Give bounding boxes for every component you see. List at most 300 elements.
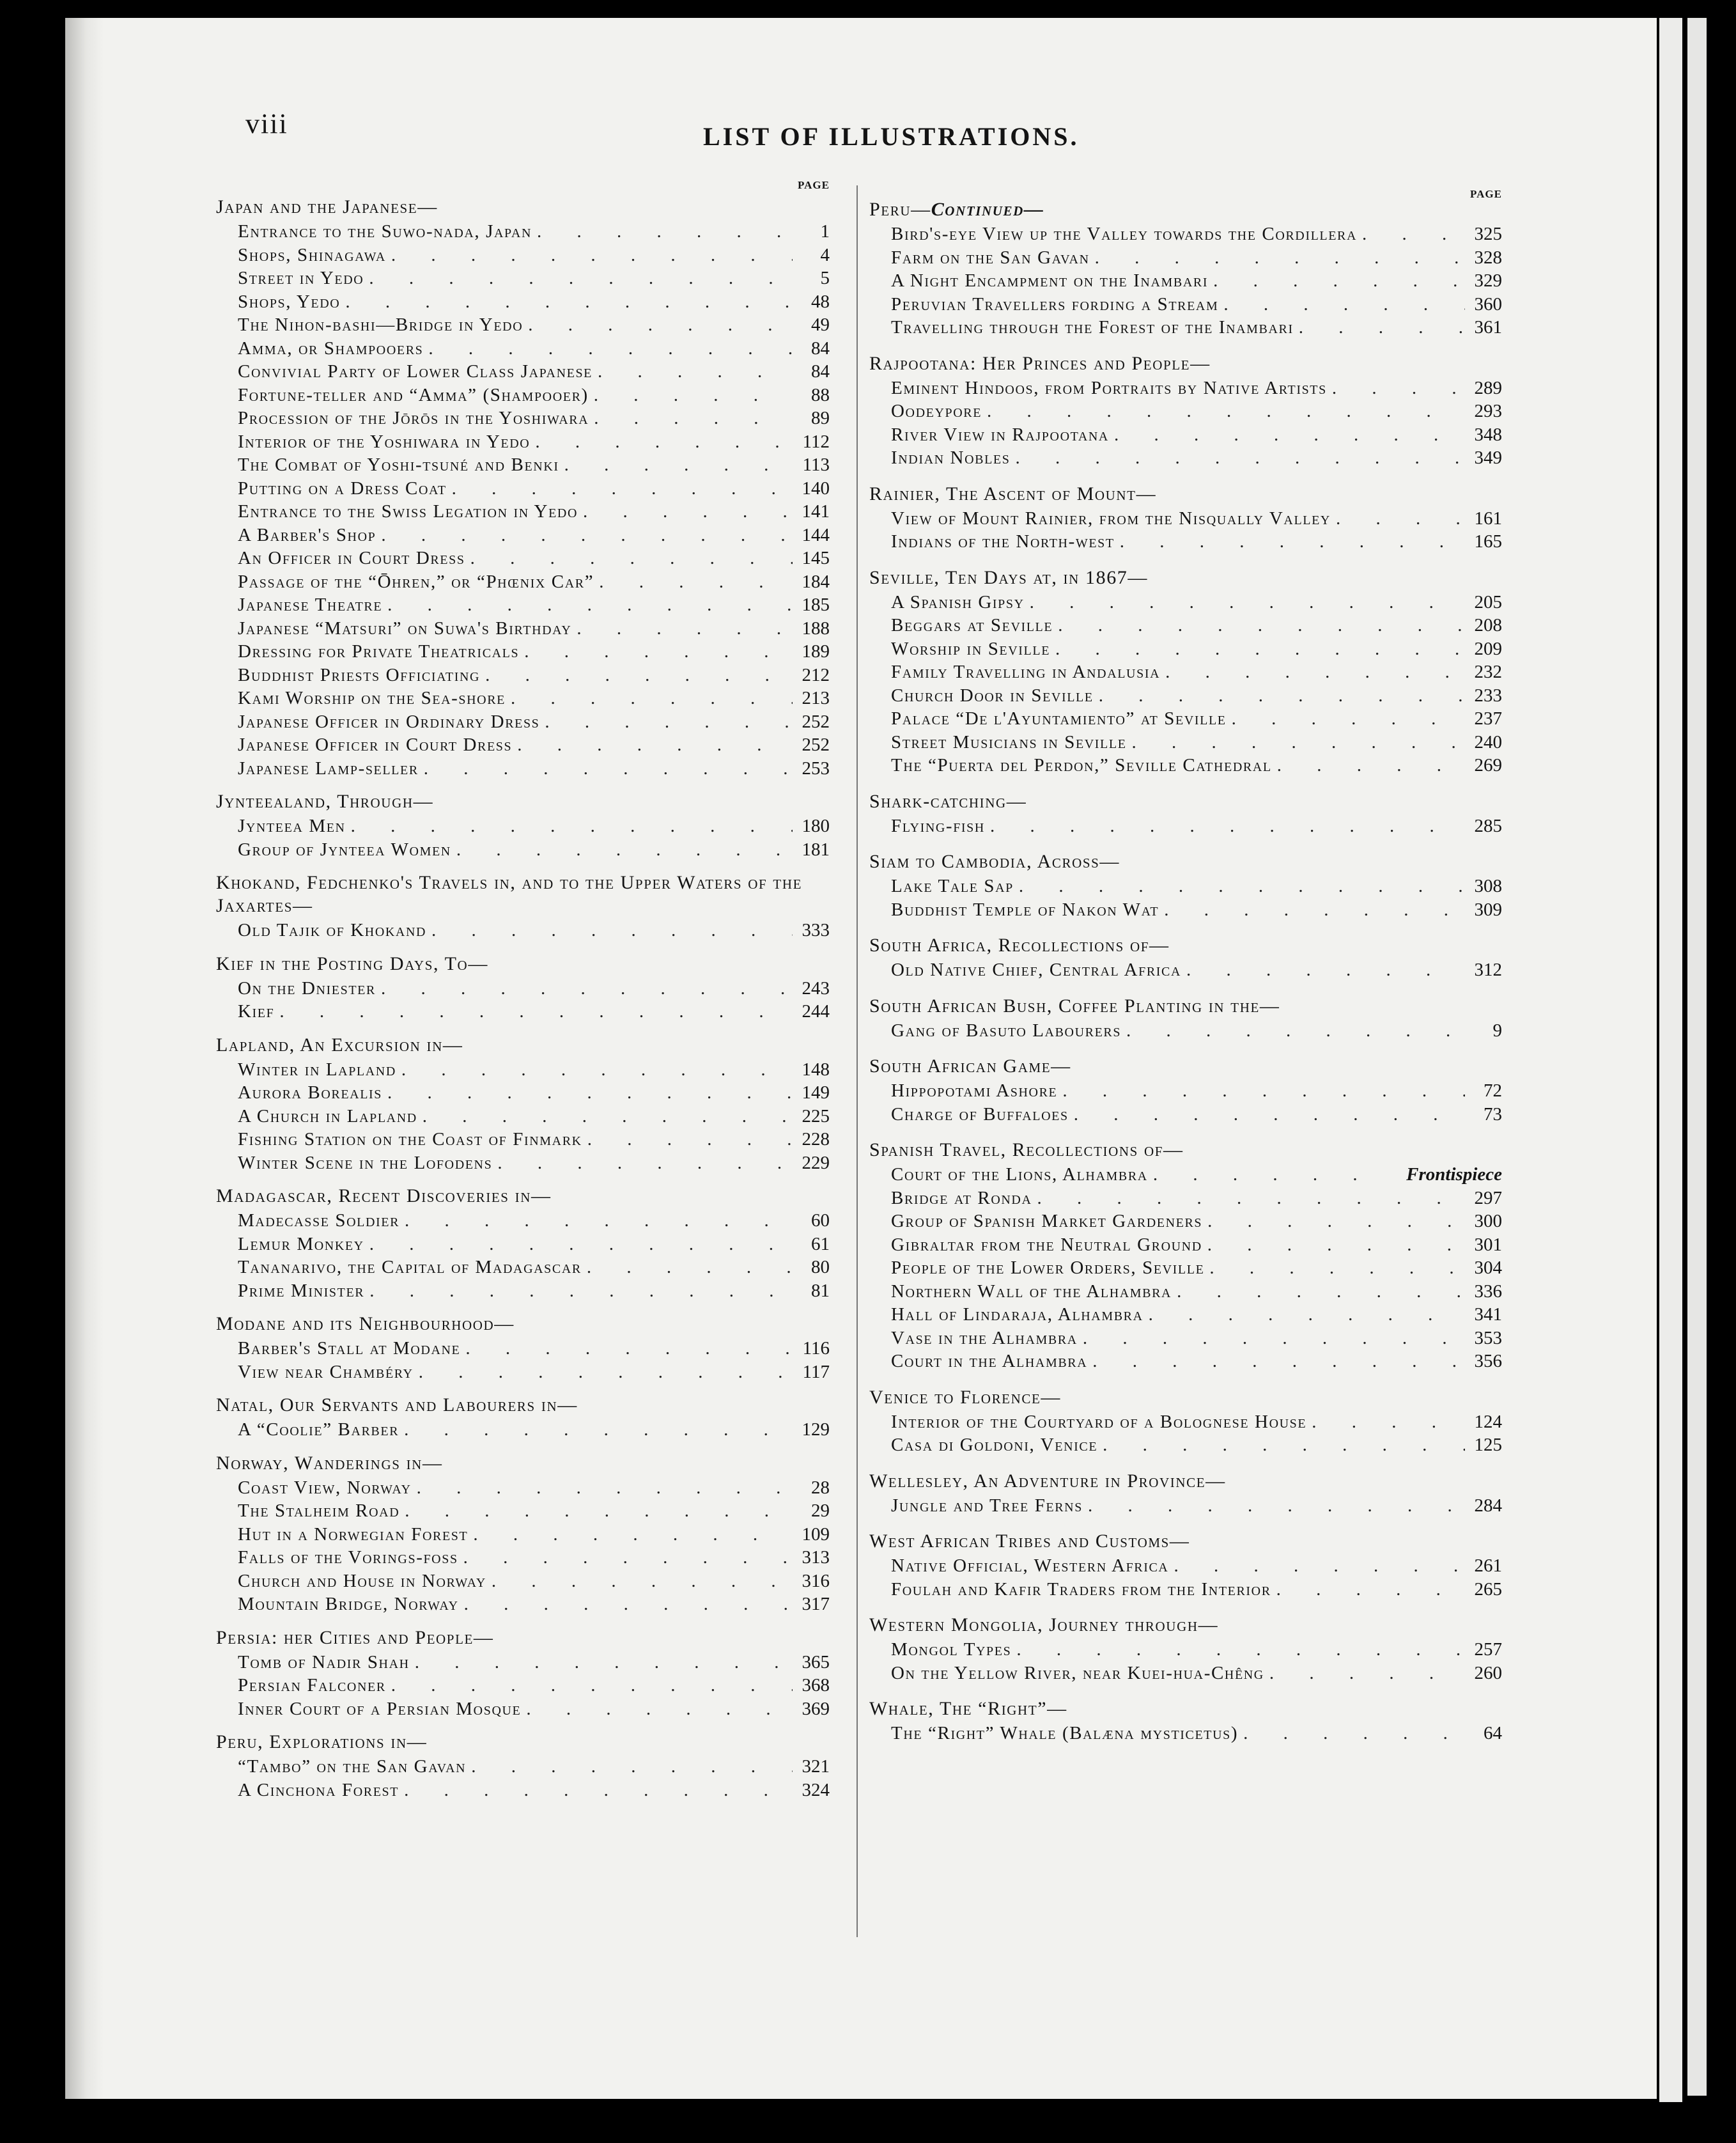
illustration-entry [869,814,1502,838]
page-number: 317 [802,1594,830,1614]
illustration-title: Bridge at Ronda [891,1187,1032,1208]
leader-dots [1276,1578,1465,1601]
leader-dots [1099,684,1465,708]
illustration-entry [216,407,830,430]
illustration-title: River View in Rajpootana [891,424,1109,445]
page-number: 49 [811,315,830,335]
illustration-title: Fishing Station on the Coast of Finmark [238,1129,582,1149]
illustration-entry [869,400,1502,423]
leader-dots [345,290,793,314]
illustration-title: Street in Yedo [238,268,364,288]
illustration-entry [216,1279,830,1303]
section-heading [869,790,1502,813]
leader-dots [419,1360,793,1384]
page-number: 148 [802,1059,830,1080]
leader-dots [1186,958,1465,982]
illustration-entry [869,1233,1502,1257]
illustration-entry [869,316,1502,339]
leader-dots [492,1570,793,1593]
illustration-entry [216,453,830,477]
page-number: 129 [802,1419,830,1440]
page-folio: viii [245,108,288,139]
leader-dots [1336,507,1465,531]
page-number: 116 [802,1338,830,1359]
leader-dots [599,570,793,594]
leader-dots [1332,377,1465,400]
illustration-title: Madecasse Soldier [238,1210,400,1231]
illustration-entry [869,1494,1502,1518]
illustration-entry [216,1755,830,1779]
section-heading-text: Kief in the Posting Days, To— [216,953,488,974]
illustration-title: Casa di Goldoni, Venice [891,1435,1098,1455]
illustration-entry [869,958,1502,982]
page-number: 225 [802,1105,830,1126]
illustration-entry [216,1058,830,1082]
illustration-entry [869,1256,1502,1280]
section-heading-text: Spanish Travel, Recollections of— [869,1139,1184,1160]
illustration-entry [216,313,830,337]
section-heading-continued: Continued— [931,199,1044,220]
page-number: 329 [1474,270,1502,291]
illustration-entry [216,1105,830,1128]
leader-dots [463,1546,793,1570]
section-heading [869,850,1502,873]
section-heading-text: Persia: her Cities and People— [216,1626,494,1648]
illustration-entry [216,1418,830,1442]
leader-dots [1016,1638,1465,1662]
section-heading [869,566,1502,589]
illustration-entry [216,664,830,687]
left-column [216,179,830,1802]
illustration-title: Lake Tale Sap [891,876,1014,896]
leader-dots [415,1651,793,1674]
leader-dots [351,814,793,838]
page-number: 356 [1474,1351,1502,1371]
leader-dots [369,267,793,290]
page-number: 124 [1474,1411,1502,1432]
section-heading [869,1697,1502,1720]
leader-dots [279,1000,793,1024]
page-number: 348 [1474,424,1502,445]
leader-dots [1055,637,1465,661]
illustration-entry [869,591,1502,614]
illustration-title: Japanese Officer in Court Dress [238,735,513,755]
illustration-entry [216,1233,830,1256]
illustration-title: Entrance to the Suwo-nada, Japan [238,221,532,242]
illustration-title: Buddhist Priests Officiating [238,664,481,685]
page-number: 324 [802,1779,830,1800]
section-heading-text: Khokand, Fedchenko's Travels in, and to the Upper Waters of the Jaxartes— [216,872,803,916]
illustration-entry [869,1210,1502,1233]
illustration-title: Group of Jynteea Women [238,839,451,860]
page-number: 360 [1474,293,1502,315]
illustration-title: Interior of the Courtyard of a Bolognese House [891,1411,1307,1432]
illustration-title: The Stalheim Road [238,1500,400,1521]
illustration-title: Palace “De l'Ayuntamiento” at Seville [891,708,1227,729]
section-heading [869,995,1502,1018]
section-heading [216,790,830,813]
section-heading-text: Venice to Florence— [869,1386,1062,1408]
page-number: 48 [811,291,830,312]
illustration-entry [216,1209,830,1233]
illustration-entry [869,246,1502,270]
page-number: 252 [802,735,830,755]
page-number: 353 [1474,1327,1502,1348]
leader-dots [424,757,793,781]
illustration-entry [216,919,830,942]
page-number: 252 [802,711,830,732]
page-number: 328 [1474,247,1502,268]
illustration-entry [869,293,1502,316]
right-column [856,185,1502,1937]
next-page-edge [1687,18,1707,2096]
illustration-title: The “Puerta del Perdon,” Seville Cathedral [891,755,1272,775]
leader-dots [404,1418,793,1442]
leader-dots [526,1697,793,1721]
illustration-entry [216,1081,830,1105]
illustration-title: Tomb of Nadir Shah [238,1651,410,1672]
illustration-title: Farm on the San Gavan [891,247,1090,268]
section-heading-text: Rajpootana: Her Princes and People— [869,352,1211,374]
illustration-title: Barber's Stall at Modane [238,1338,461,1359]
illustration-entry [216,1546,830,1570]
illustration-entry [216,1651,830,1674]
leader-dots [404,1779,793,1802]
leader-dots [1269,1662,1465,1685]
leader-dots [464,1593,793,1616]
page-number: 297 [1474,1187,1502,1208]
leader-dots [587,1256,793,1279]
leader-dots [1223,293,1465,316]
page-number: 181 [802,839,830,860]
illustration-entry [216,814,830,838]
illustration-title: Foulah and Kafir Traders from the Interior [891,1578,1271,1600]
illustration-title: Court of the Lions, Alhambra [891,1164,1148,1185]
illustration-title: A Church in Lapland [238,1105,417,1126]
page-number: 316 [802,1570,830,1591]
illustration-entry [216,733,830,757]
leader-dots [1177,1280,1465,1304]
illustration-entry [216,1337,830,1360]
illustration-title: Jynteea Men [238,816,346,836]
illustration-entry [869,423,1502,447]
page-number: 361 [1474,317,1502,338]
illustration-entry [216,1570,830,1593]
illustration-entry [216,1360,830,1384]
leader-dots [1209,1256,1465,1280]
leader-dots [511,687,793,710]
section-heading [869,1055,1502,1078]
illustration-entry [869,1662,1502,1685]
page-number: 304 [1474,1258,1502,1278]
leader-dots [1015,446,1465,470]
illustration-entry [869,222,1502,246]
leader-dots [1126,1019,1465,1043]
page-number: 81 [811,1280,830,1301]
page-number: 313 [802,1547,830,1568]
leader-dots [528,313,793,337]
illustration-title: Mountain Bridge, Norway [238,1594,459,1614]
illustration-title: Bird's-eye View up the Valley towards the Cordillera [891,224,1358,244]
leader-dots [401,1058,793,1082]
section-heading-text: Seville, Ten Days at, in 1867— [869,566,1149,588]
illustration-title: Gang of Basuto Labourers [891,1020,1122,1041]
page-number: 325 [1474,224,1502,244]
section-heading [869,352,1502,375]
page-number: 365 [802,1651,830,1672]
page-number: 321 [802,1756,830,1777]
illustration-title: Lemur Monkey [238,1233,364,1254]
page-number: 73 [1484,1103,1502,1125]
illustration-title: A Barber's Shop [238,524,376,545]
illustration-title: Old Tajik of Khokand [238,920,427,940]
page-number: 144 [802,524,830,545]
section-heading-text: Natal, Our Servants and Labourers in— [216,1394,578,1415]
illustration-title: Entrance to the Swiss Legation in Yedo [238,501,578,522]
leader-dots [1207,1210,1465,1233]
illustration-title: Fortune-teller and “Amma” (Shampooer) [238,384,589,405]
leader-dots [1243,1722,1465,1745]
page-number: 64 [1484,1723,1502,1743]
illustration-title: Flying-fish [891,815,985,836]
page-number: 149 [802,1082,830,1103]
page-number: 145 [802,548,830,568]
page-number: 1 [820,221,830,242]
illustration-entry [869,707,1502,731]
illustration-entry [216,977,830,1001]
illustration-entry [216,1128,830,1151]
leader-dots [1149,1303,1465,1327]
page-edge [1659,18,1682,2102]
illustration-entry [869,1327,1502,1350]
illustration-title: “Tambo” on the San Gavan [238,1756,467,1777]
section-heading [869,1470,1502,1493]
leader-dots [1165,660,1465,684]
illustration-entry [869,614,1502,637]
page-number: 369 [802,1698,830,1719]
running-head: LIST OF ILLUSTRATIONS. [703,122,1080,151]
section-heading-text: Lapland, An Excursion in— [216,1034,463,1056]
illustration-title: View near Chambéry [238,1361,414,1382]
leader-dots [470,547,793,570]
leader-dots [1277,754,1465,777]
page-number: 165 [1474,531,1502,552]
illustration-entry [216,1697,830,1721]
illustration-title: Street Musicians in Seville [891,731,1127,752]
illustration-entry [216,477,830,501]
leader-dots [369,1233,793,1256]
page-number: 368 [802,1675,830,1695]
illustration-entry [869,637,1502,661]
page-number: 184 [802,571,830,592]
illustration-entry [216,838,830,862]
page-number: 213 [802,688,830,708]
illustration-entry [869,1410,1502,1434]
page-number: 84 [811,361,830,382]
leader-dots [381,977,793,1001]
leader-dots [517,733,793,757]
page-number: 341 [1474,1304,1502,1325]
page-number: 109 [802,1523,830,1545]
illustration-title: Japanese Theatre [238,595,383,615]
illustration-title: Indians of the North-west [891,531,1115,552]
illustration-title: Japanese Lamp-seller [238,758,419,779]
page-number: 212 [802,664,830,685]
illustration-title: Native Official, Western Africa [891,1555,1169,1576]
leader-dots [1174,1554,1465,1578]
leader-dots [405,1499,793,1523]
illustration-entry [869,1433,1502,1457]
page-number: 229 [802,1152,830,1173]
section-heading [216,1452,830,1475]
illustration-title: Kami Worship on the Sea-shore [238,688,506,708]
page-number: 333 [802,920,830,940]
illustration-entry [216,593,830,617]
section-heading-text: South African Game— [869,1056,1071,1077]
illustration-title: Amma, or Shampooers [238,338,424,359]
page-number: 209 [1474,638,1502,659]
leader-dots [1095,246,1465,270]
leader-dots [1213,269,1465,293]
illustration-title: Convivial Party of Lower Class Japanese [238,361,593,382]
illustration-entry [216,1476,830,1500]
page-number: 9 [1492,1020,1502,1041]
page-number: 60 [811,1210,830,1231]
illustration-entry [216,1523,830,1547]
illustration-title: View of Mount Rainier, from the Nisqually Valley [891,508,1331,529]
illustration-entry [869,269,1502,293]
leader-dots [598,360,793,384]
illustration-title: A Night Encampment on the Inambari [891,270,1209,291]
illustration-entry [869,1163,1502,1187]
leader-dots [471,1755,793,1779]
page-number: 228 [802,1129,830,1149]
illustration-title: Inner Court of a Persian Mosque [238,1698,522,1719]
illustration-entry [869,875,1502,898]
illustration-title: Japanese “Matsuri” on Suwa's Birthday [238,618,572,639]
illustration-title: Shops, Yedo [238,291,341,312]
illustration-title: Buddhist Temple of Nakon Wat [891,899,1159,920]
illustration-entry [869,1103,1502,1126]
illustration-entry [216,757,830,781]
leader-dots [1074,1103,1465,1126]
section-heading-text: Wellesley, An Adventure in Province— [869,1470,1226,1492]
page-number: 232 [1474,662,1502,682]
leader-dots [1037,1187,1465,1210]
page-number: 289 [1474,377,1502,398]
illustration-title: A “Coolie” Barber [238,1419,399,1440]
page-number: 265 [1474,1578,1502,1600]
leader-dots [497,1151,793,1175]
illustration-entry [216,547,830,570]
page-number: 243 [802,978,830,999]
illustration-entry [869,731,1502,754]
leader-dots [369,1279,793,1303]
illustration-title: Travelling through the Forest of the Inambari [891,317,1294,338]
illustration-title: Tananarivo, the Capital of Madagascar [238,1257,582,1277]
page-number: 112 [802,431,830,452]
illustration-title: On the Dniester [238,978,376,999]
illustration-title: Gibraltar from the Neutral Ground [891,1234,1202,1255]
illustration-title: Vase in the Alhambra [891,1327,1078,1348]
illustration-title: Peruvian Travellers fording a Stream [891,293,1219,315]
illustration-title: Church Door in Seville [891,685,1094,706]
illustration-entry [216,1000,830,1024]
page-number: Frontispiece [1406,1164,1502,1185]
illustration-entry [869,1019,1502,1043]
illustration-entry [216,524,830,547]
illustration-title: Shops, Shinagawa [238,244,386,265]
section-heading-text: Norway, Wanderings in— [216,1452,443,1474]
leader-dots [1062,1079,1465,1103]
illustration-entry [869,1187,1502,1210]
leader-dots [1103,1433,1465,1457]
leader-dots [1312,1410,1465,1434]
leader-dots [1299,316,1465,339]
section-heading-text: Shark-catching— [869,790,1027,812]
illustration-title: Family Travelling in Andalusia [891,662,1161,682]
leader-dots [431,919,793,942]
leader-dots [1132,731,1465,754]
section-heading [216,1626,830,1649]
leader-dots [387,593,793,617]
illustration-entry [216,244,830,267]
illustration-entry [869,446,1502,470]
illustration-title: Passage of the “Ōhren,” or “Phœnix Car” [238,571,594,592]
page-number: 84 [811,338,830,359]
leader-dots [990,814,1465,838]
illustration-title: People of the Lower Orders, Seville [891,1258,1205,1278]
leader-dots [987,400,1465,423]
page-number: 285 [1474,815,1502,836]
leader-dots [1114,423,1465,447]
page-number: 205 [1474,591,1502,612]
illustration-title: Court in the Alhambra [891,1351,1088,1371]
page-number: 260 [1474,1662,1502,1683]
page-number: 284 [1474,1495,1502,1516]
section-heading [216,1394,830,1417]
leader-dots [381,524,793,547]
leader-dots [456,838,793,862]
leader-dots [1362,222,1465,246]
page-number: 293 [1474,401,1502,421]
leader-dots [537,220,793,244]
illustration-title: Falls of the Vorings-foss [238,1547,458,1568]
leader-dots [428,337,793,361]
illustration-entry [869,684,1502,708]
illustration-title: Kief [238,1001,275,1022]
illustration-entry [216,1674,830,1697]
page-number: 80 [811,1257,830,1277]
leader-dots [583,500,793,524]
section-heading-text: Japan and the Japanese— [216,196,438,217]
section-heading [216,1731,830,1754]
page-number: 261 [1474,1555,1502,1576]
leader-dots [1088,1494,1465,1518]
left-section-list [216,196,830,1802]
page-number: 300 [1474,1211,1502,1231]
section-heading [869,934,1502,957]
illustration-title: Oodeypore [891,401,982,421]
illustration-title: Beggars at Seville [891,615,1053,635]
page-number: 140 [802,478,830,499]
leader-dots [564,453,793,477]
page-number: 269 [1474,755,1502,775]
page-number: 4 [820,244,830,265]
page-number: 161 [1474,508,1502,529]
illustration-entry [869,898,1502,922]
leader-dots [545,710,793,734]
